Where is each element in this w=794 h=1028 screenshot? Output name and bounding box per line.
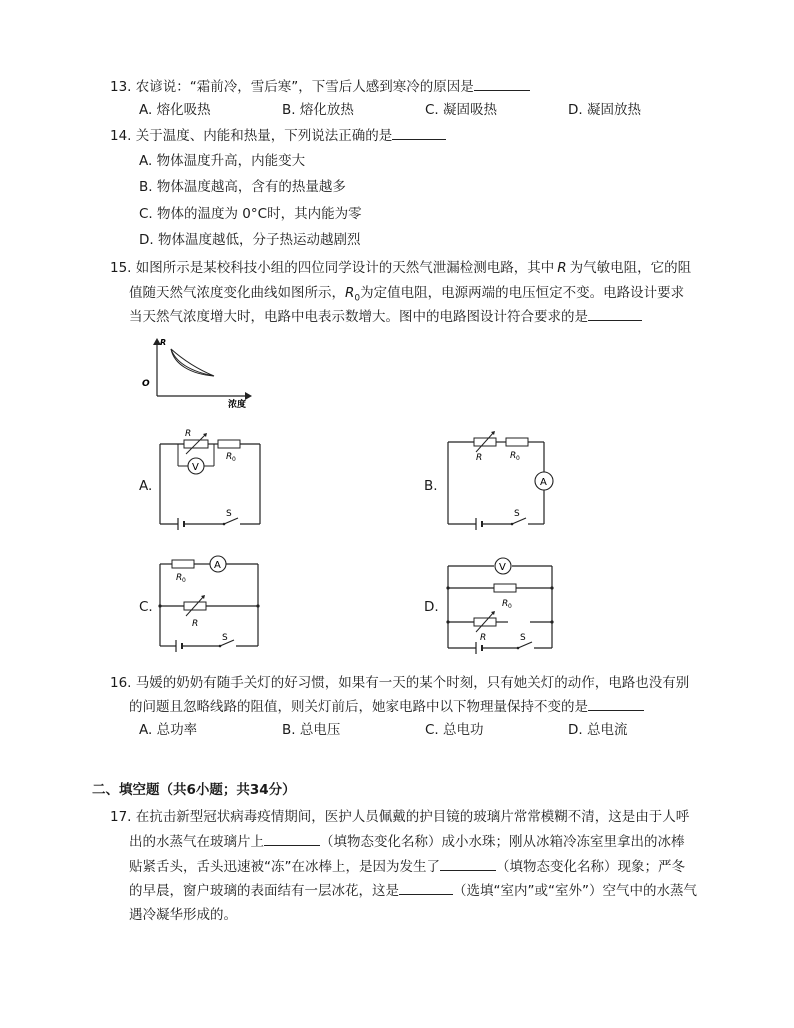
q14-stem (110, 124, 446, 144)
q16-text: 的问题且忽略线路的阻值，则关灯前后，她家电路中以下物理量保持不变的是 (129, 699, 588, 715)
svg-text:R: R (476, 453, 483, 463)
fixed-resistor (506, 438, 528, 446)
q14-option-b: B. 物体温度越高，含有的热量越多 (139, 179, 346, 195)
q15-text: 为气敏电阻，它的阻 (569, 260, 692, 276)
q17-line-1: 17. 在抗击新型冠状病毒疫情期间，医护人员佩戴的护目镜的玻璃片常常模糊不清，这是由于人呼 (110, 809, 690, 825)
q13-option-b: B. 熔化放热 (282, 102, 354, 118)
q15-line-2 (129, 281, 684, 304)
q13-stem (110, 75, 530, 95)
answer-blank[interactable] (588, 696, 644, 711)
q17-text: 贴紧舌头，舌头迅速被“冻”在冰棒上，是因为发生了 (129, 859, 440, 875)
q17-line-2 (129, 830, 685, 850)
svg-text:S: S (520, 633, 526, 643)
q15-text: 15. 如图所示是某校科技小组的四位同学设计的天然气泄漏检测电路，其中 (110, 260, 555, 276)
circuit-c-option-label: C. (139, 599, 153, 615)
q16-option-d: D. 总电流 (568, 722, 628, 738)
svg-text:S: S (514, 509, 520, 519)
fixed-resistor (172, 560, 194, 568)
svg-text:R: R (176, 573, 183, 583)
q14-option-d: D. 物体温度越低，分子热运动越剧烈 (139, 232, 361, 248)
q13-option-c: C. 凝固吸热 (425, 102, 498, 118)
q15-r0-subscript: 0 (354, 293, 361, 304)
answer-blank[interactable] (264, 831, 320, 846)
svg-text:R: R (480, 633, 487, 643)
graph-y-label: R (160, 338, 167, 347)
q15-line-3 (129, 305, 642, 325)
q15-text: 当天然气浓度增大时，电路中电表示数增大。图中的电路图设计符合要求的是 (129, 309, 588, 325)
svg-text:V: V (192, 462, 199, 473)
fixed-resistor (218, 440, 240, 448)
q17-text: 的早晨，窗户玻璃的表面结有一层冰花，这是 (129, 883, 399, 899)
section-title: 二、填空题（共6小题；共34分） (92, 782, 296, 798)
answer-blank[interactable] (474, 76, 530, 91)
q14-option-c: C. 物体的温度为 0°C时，其内能为零 (139, 206, 362, 222)
circuit-d-option-label: D. (424, 599, 439, 615)
q17-text: （选填“室内”或“室外”）空气中的水蒸气 (453, 883, 697, 899)
answer-blank[interactable] (588, 306, 642, 321)
answer-blank[interactable] (399, 880, 453, 895)
q15-r-symbol: R (557, 260, 567, 276)
q13-option-d: D. 凝固放热 (568, 102, 641, 118)
svg-text:R: R (226, 452, 233, 462)
circuit-c-diagram (154, 550, 266, 654)
q15-text: 为定值电阻，电源两端的电压恒定不变。电路设计要求 (360, 285, 685, 301)
svg-text:R: R (185, 429, 192, 439)
circuit-d-diagram (442, 552, 558, 656)
graph-x-label: 浓度 (228, 400, 247, 408)
svg-text:0: 0 (232, 456, 236, 463)
q17-text: 出的水蒸气在玻璃片上 (129, 834, 264, 850)
q17-line-5: 遇冷凝华形成的。 (129, 907, 237, 923)
svg-text:A: A (214, 560, 221, 571)
q17-text: （填物态变化名称）现象；严冬 (496, 859, 685, 875)
q15-text: 值随天然气浓度变化曲线如图所示， (129, 285, 345, 301)
answer-blank[interactable] (392, 125, 446, 140)
q13-stem-text: 13. 农谚说：“霜前冷，雪后寒”，下雪后人感到寒冷的原因是 (110, 79, 474, 95)
svg-text:0: 0 (182, 577, 186, 584)
q16-option-a: A. 总功率 (139, 722, 198, 738)
q15-line-1 (110, 256, 691, 276)
q16-option-b: B. 总电压 (282, 722, 341, 738)
svg-text:S: S (226, 509, 232, 519)
circuit-b-option-label: B. (424, 478, 438, 494)
svg-text:0: 0 (508, 603, 512, 610)
q13-option-a: A. 熔化吸热 (139, 102, 211, 118)
svg-text:V: V (499, 562, 506, 573)
answer-blank[interactable] (440, 856, 496, 871)
svg-text:R: R (192, 619, 199, 629)
q16-line-1: 16. 马媛的奶奶有随手关灯的好习惯，如果有一天的某个时刻，只有她关灯的动作，电路也没有别 (110, 675, 690, 691)
circuit-a-diagram (150, 426, 266, 534)
resistance-concentration-graph (138, 336, 258, 408)
q16-option-c: C. 总电功 (425, 722, 484, 738)
graph-origin: O (142, 379, 150, 389)
q14-option-a: A. 物体温度升高，内能变大 (139, 153, 306, 169)
q17-text: （填物态变化名称）成小水珠；刚从冰箱冷冻室里拿出的冰棒 (320, 834, 685, 850)
q17-line-3 (129, 855, 685, 875)
circuit-b-diagram (440, 430, 556, 534)
q14-stem-text: 14. 关于温度、内能和热量，下列说法正确的是 (110, 128, 393, 144)
svg-text:S: S (222, 633, 228, 643)
q15-r0-symbol: R (345, 285, 355, 301)
svg-text:R: R (502, 599, 509, 609)
circuit-a-option-label: A. (139, 478, 153, 494)
q16-line-2 (129, 695, 644, 715)
svg-text:A: A (540, 477, 547, 488)
q17-line-4 (129, 879, 697, 899)
fixed-resistor (494, 584, 516, 592)
svg-text:R: R (510, 451, 517, 461)
svg-text:0: 0 (516, 455, 520, 462)
